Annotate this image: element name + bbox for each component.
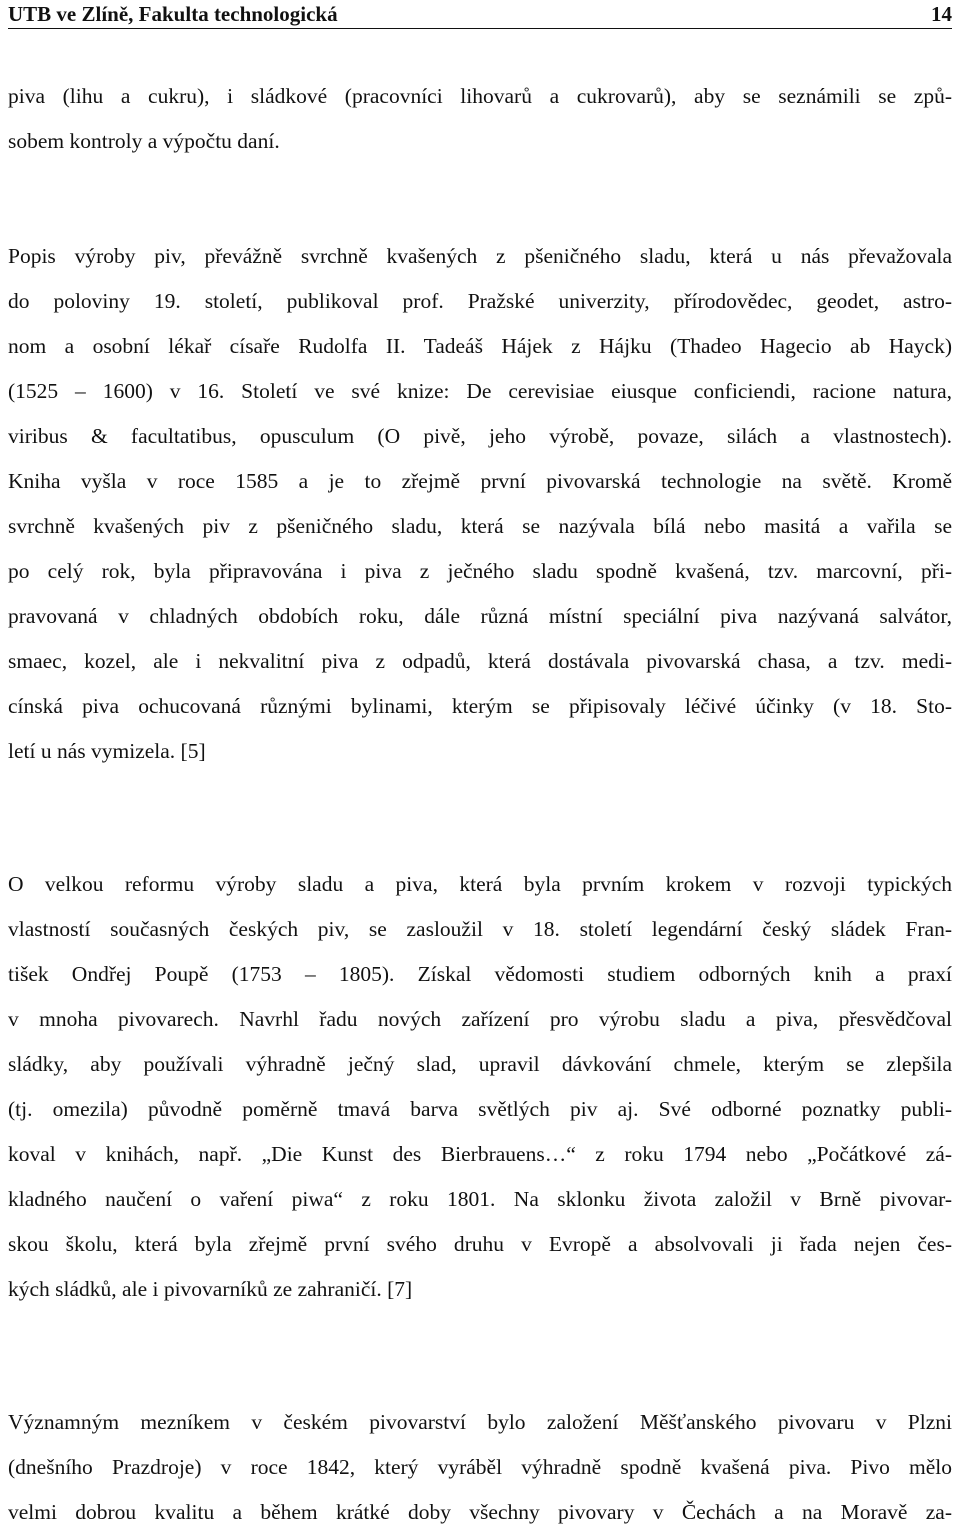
text-line: Popis výroby piv, převážně svrchně kvašených z pšeničného sladu, která u nás převažovala xyxy=(8,244,952,268)
document-body xyxy=(8,74,952,1535)
text-line: sládky, aby používali výhradně ječný slad, upravil dávkování chmele, kterým se zlepšila xyxy=(8,1052,952,1076)
paragraph-3 xyxy=(8,862,952,1312)
text-line: po celý rok, byla připravována i piva z ječného sladu spodně kvašená, tzv. marcovní, při- xyxy=(8,559,952,583)
text-line: cínská piva ochucovaná různými bylinami, kterým se připisovaly léčivé účinky (v 18. Sto- xyxy=(8,694,952,718)
text-line: svrchně kvašených piv z pšeničného sladu, která se nazývala bílá nebo masitá a vařila se xyxy=(8,514,952,538)
text-line: nom a osobní lékař císaře Rudolfa II. Tadeáš Hájek z Hájku (Thadeo Hagecio ab Hayck) xyxy=(8,334,952,358)
text-line: sobem kontroly a výpočtu daní. xyxy=(8,129,280,153)
paragraph-2 xyxy=(8,234,952,774)
text-line: letí u nás vymizela. [5] xyxy=(8,739,206,763)
text-line: pravovaná v chladných obdobích roku, dále různá místní speciální piva nazývaná salvátor, xyxy=(8,604,952,628)
text-line: skou školu, která byla zřejmě první svého druhu v Evropě a absolvovali ji řada nejen čes- xyxy=(8,1232,952,1256)
page-number: 14 xyxy=(931,2,952,26)
text-line: smaec, kozel, ale i nekvalitní piva z odpadů, která dostávala pivovarská chasa, a tzv. medi- xyxy=(8,649,952,673)
text-line: (1525 – 1600) v 16. Století ve své knize: De cerevisiae eiusque conficiendi, racione natura, xyxy=(8,379,952,403)
text-line: velmi dobrou kvalitu a během krátké doby všechny pivovary v Čechách a na Moravě za- xyxy=(8,1500,952,1524)
text-line: koval v knihách, např. „Die Kunst des Bierbrauens…“ z roku 1794 nebo „Počátkové zá- xyxy=(8,1142,952,1166)
text-line: piva (lihu a cukru), i sládkové (pracovníci lihovarů a cukrovarů), aby se seznámili se způ- xyxy=(8,84,952,108)
text-line: viribus & facultatibus, opusculum (O pivě, jeho výrobě, povaze, silách a vlastnostech). xyxy=(8,424,952,448)
text-line: tišek Ondřej Poupě (1753 – 1805). Získal vědomosti studiem odborných knih a praxí xyxy=(8,962,952,986)
text-line: do poloviny 19. století, publikoval prof. Pražské univerzity, přírodovědec, geodet, astro- xyxy=(8,289,952,313)
text-line: Významným mezníkem v českém pivovarství bylo založení Měšťanského pivovaru v Plzni xyxy=(8,1410,952,1434)
text-line: kladného naučení o vaření piwa“ z roku 1801. Na sklonku života založil v Brně pivovar- xyxy=(8,1187,952,1211)
text-line: v mnoha pivovarech. Navrhl řadu nových zařízení pro výrobu sladu a piva, přesvědčoval xyxy=(8,1007,952,1031)
paragraph-1 xyxy=(8,74,952,164)
paragraph-4 xyxy=(8,1400,952,1535)
text-line: vlastností současných českých piv, se zasloužil v 18. století legendární český sládek Fran- xyxy=(8,917,952,941)
text-line: (tj. omezila) původně poměrně tmavá barva světlých piv aj. Své odborné poznatky publi- xyxy=(8,1097,952,1121)
page-header xyxy=(8,0,952,29)
text-line: (dnešního Prazdroje) v roce 1842, který vyráběl výhradně spodně kvašená piva. Pivo mělo xyxy=(8,1455,952,1479)
text-line: Kniha vyšla v roce 1585 a je to zřejmě první pivovarská technologie na světě. Kromě xyxy=(8,469,952,493)
text-line: O velkou reformu výroby sladu a piva, která byla prvním krokem v rozvoji typických xyxy=(8,872,952,896)
text-line: kých sládků, ale i pivovarníků ze zahraničí. [7] xyxy=(8,1277,413,1301)
header-title: UTB ve Zlíně, Fakulta technologická xyxy=(8,2,338,26)
